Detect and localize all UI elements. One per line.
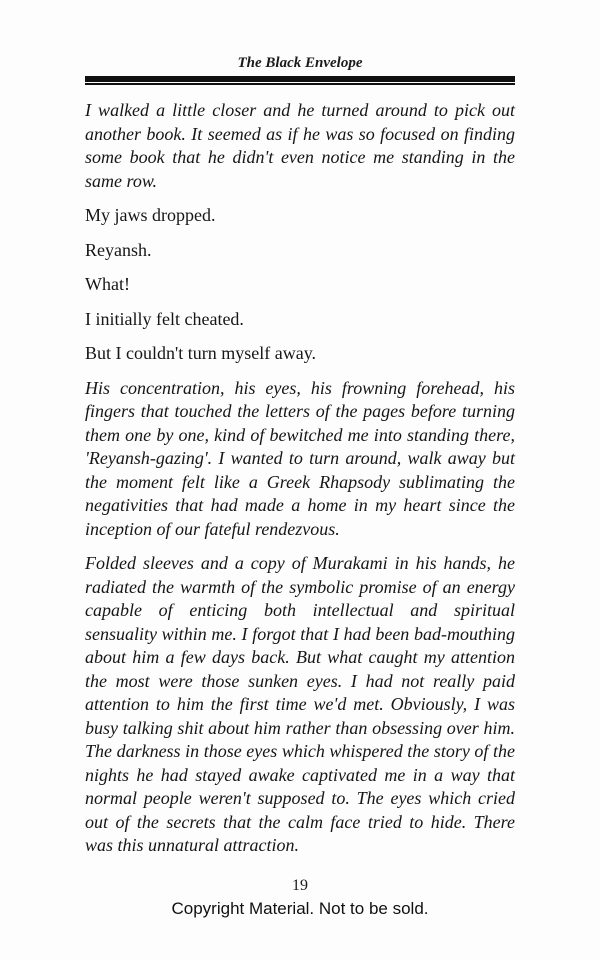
page-number: 19 [292,877,308,894]
body-paragraph: My jaws dropped. [85,205,216,225]
copyright-notice: Copyright Material. Not to be sold. [171,899,429,918]
body-paragraph: Reyansh. [85,239,152,260]
body-paragraph: Folded sleeves and a copy of Murakami in his hands, he radiated the warmth of the symbolic promise of an energy capable of enticing both intellectual and spiritual sensuality within me. I forgot that I had been bad-mouthing about him a few days back. But what caught my attention the most were those sunken eyes. I had not really paid attention to him the first time we'd met. Obviously, I was busy talking shit about him rather than obsessing over him. The darkness in those eyes which whispered the story of the nights he had stayed awake captivated me in a way that normal people weren't supposed to. The eyes which cried out of the secrets that the calm face tried to hide. There was this unnatural attraction. [85,553,515,855]
header-double-rule [85,76,515,85]
body-paragraph: What! [85,274,130,294]
body-paragraph: I initially felt cheated. [85,308,244,329]
body-paragraph: His concentration, his eyes, his frowning forehead, his fingers that touched the letters of the pages before turning them one by one, kind of bewitched me into standing there, 'Reyansh-gazing'. I wanted to turn around, walk away but the moment felt like a Greek Rhapsody sublimating the negativities that had made a home in my heart since the inception of our fateful rendezvous. [85,377,515,539]
page-footer [0,876,600,920]
body-paragraph: I walked a little closer and he turned around to pick out another book. It seemed as if he was so focused on finding some book that he didn't even notice me standing in the same row. [85,100,515,191]
page-body [85,99,515,858]
running-head-title: The Black Envelope [237,55,363,71]
body-paragraph: But I couldn't turn myself away. [85,343,317,363]
